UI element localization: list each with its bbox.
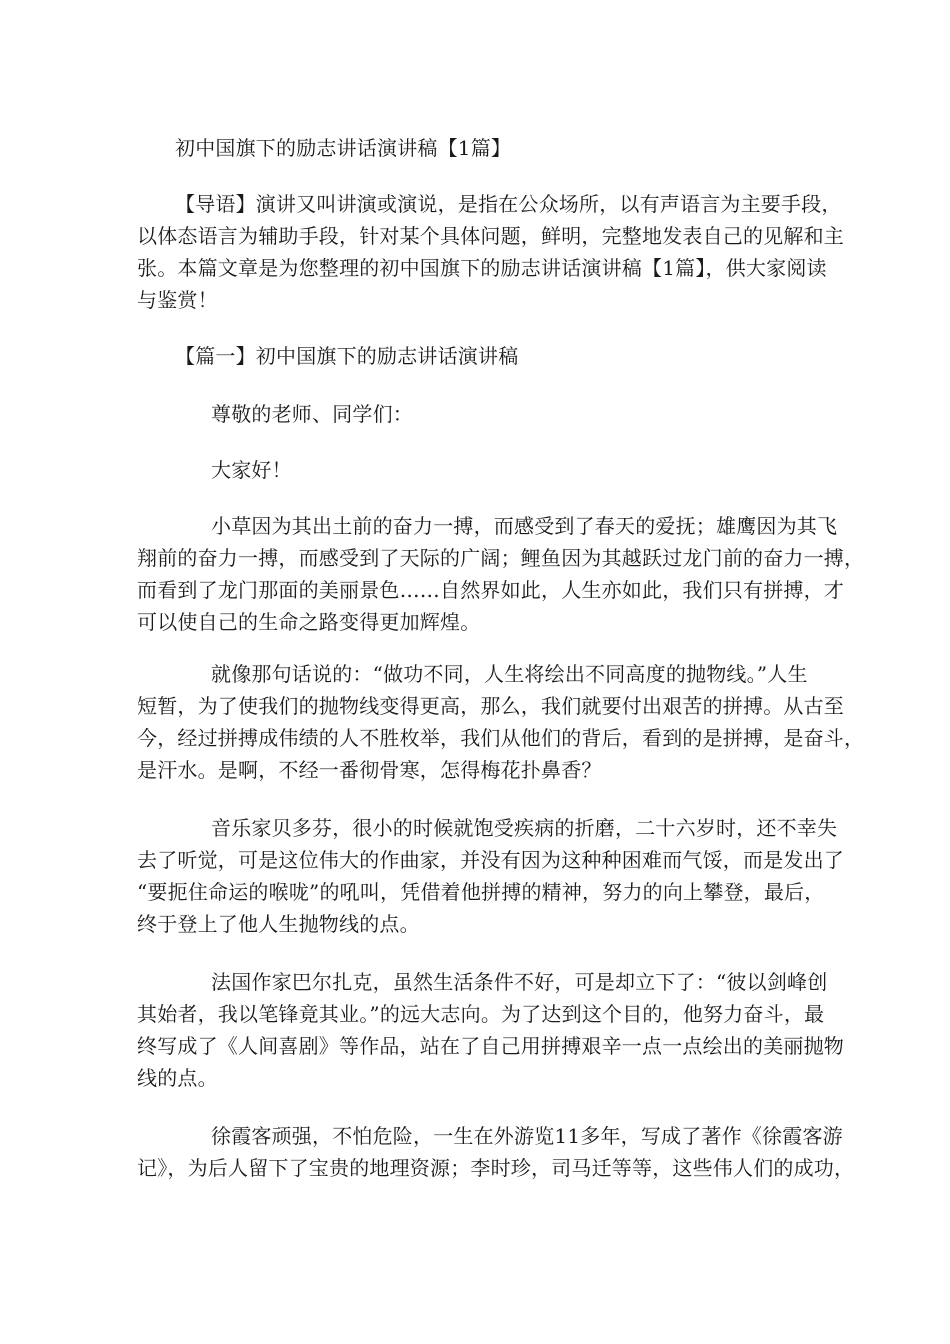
text-line: 其始者，我以笔锋竟其业。”的远大志向。为了达到这个目的，他努力奋斗，最 xyxy=(137,1002,825,1026)
text-line: 小草因为其出土前的奋力一搏，而感受到了春天的爱抚；雄鹰因为其飞 xyxy=(211,514,838,538)
text-line: 以体态语言为辅助手段，针对某个具体问题，鲜明，完整地发表自己的见解和主 xyxy=(137,224,844,248)
text-line: 【导语】演讲又叫讲演或演说，是指在公众场所，以有声语言为主要手段， xyxy=(175,192,842,216)
text-line: “要扼住命运的喉咙”的吼叫，凭借着他拼搏的精神，努力的向上攀登，最后， xyxy=(137,880,825,904)
text-line: 而看到了龙门那面的美丽景色……自然界如此，人生亦如此，我们只有拼搏，才 xyxy=(137,578,844,602)
title-line: 初中国旗下的励志讲话演讲稿【1篇】 xyxy=(175,136,512,160)
text-line: 张。本篇文章是为您整理的初中国旗下的励志讲话演讲稿【1篇】，供大家阅读 xyxy=(137,256,827,280)
text-line: 大家好！ xyxy=(211,458,292,482)
intro-paragraph xyxy=(137,188,844,316)
document-title xyxy=(137,132,825,164)
section-heading xyxy=(137,340,825,372)
text-line: 翔前的奋力一搏，而感受到了天际的广阔；鲤鱼因为其越跃过龙门前的奋力一搏， xyxy=(137,546,865,570)
text-line: 可以使自己的生命之路变得更加辉煌。 xyxy=(137,610,481,634)
text-line: 法国作家巴尔扎克，虽然生活条件不好，可是却立下了：“彼以剑峰创 xyxy=(211,970,828,994)
body-paragraph xyxy=(137,966,844,1094)
text-line: 就像那句话说的：“做功不同，人生将绘出不同高度的抛物线。”人生 xyxy=(211,662,808,686)
text-line: 是汗水。是啊，不经一番彻骨寒，怎得梅花扑鼻香？ xyxy=(137,758,602,782)
text-line: 线的点。 xyxy=(137,1066,218,1090)
text-line: 记》，为后人留下了宝贵的地理资源；李时珍，司马迁等等，这些伟人们的成功， xyxy=(137,1156,855,1180)
text-line: 终于登上了他人生抛物线的点。 xyxy=(137,912,420,936)
body-paragraph xyxy=(137,812,844,940)
text-line: 去了听觉，可是这位伟大的作曲家，并没有因为这种种困难而气馁，而是发出了 xyxy=(137,848,844,872)
text-line: 尊敬的老师、同学们： xyxy=(211,402,413,426)
salutation xyxy=(137,398,825,430)
text-line: 与鉴赏！ xyxy=(137,288,218,312)
body-paragraph xyxy=(137,1120,855,1184)
greeting xyxy=(137,454,825,486)
text-line: 徐霞客顽强，不怕危险，一生在外游览11多年，写成了著作《徐霞客游 xyxy=(211,1124,843,1148)
text-line: 音乐家贝多芬，很小的时候就饱受疾病的折磨，二十六岁时，还不幸失 xyxy=(211,816,838,840)
text-line: 今，经过拼搏成伟绩的人不胜枚举，我们从他们的背后，看到的是拼搏，是奋斗， xyxy=(137,726,865,750)
text-line: 【篇一】初中国旗下的励志讲话演讲稿 xyxy=(175,344,519,368)
body-paragraph xyxy=(137,658,865,786)
text-line: 终写成了《人间喜剧》等作品，站在了自己用拼搏艰辛一点一点绘出的美丽抛物 xyxy=(137,1034,844,1058)
body-paragraph xyxy=(137,510,865,638)
text-line: 短暂，为了使我们的抛物线变得更高，那么，我们就要付出艰苦的拼搏。从古至 xyxy=(137,694,844,718)
